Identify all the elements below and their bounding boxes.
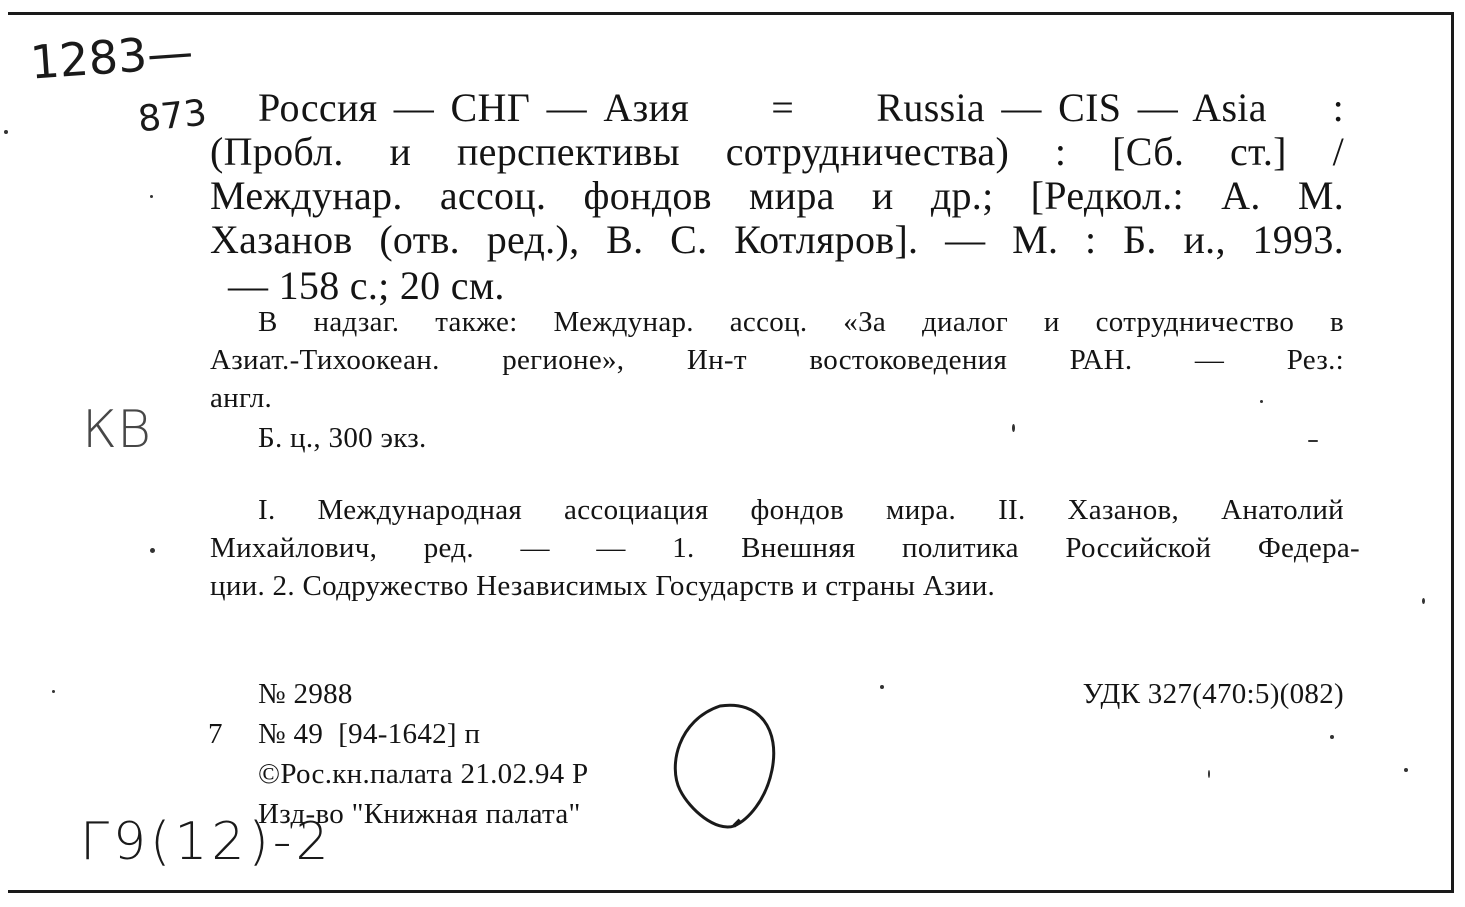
entry-line-2: (Пробл. и перспективы сотрудничества) : [Сб. ст.] /: [210, 129, 1344, 174]
scan-speck: [1404, 768, 1408, 772]
footer-line-3: ©Рос.кн.палата 21.02.94 Р: [258, 758, 589, 790]
entry-line-5: — 158 с.; 20 см.: [228, 263, 505, 308]
scan-speck: [150, 548, 155, 553]
note-line-3: англ.: [210, 382, 273, 414]
card-border-bottom: [8, 890, 1454, 893]
note-line-2: Азиат.-Тихоокеан. регионе», Ин-т востоковедения РАН. — Рез.:: [210, 344, 1344, 376]
udk-code: УДК 327(470:5)(082): [1082, 678, 1344, 710]
handwritten-top-code: 1283—: [28, 24, 195, 90]
handwritten-side-mark: КВ: [82, 400, 152, 460]
scan-speck: [880, 685, 884, 689]
note-line-1: В надзаг. также: Междунар. ассоц. «За диалог и сотрудничество в: [258, 306, 1344, 338]
tracing-line-3: ции. 2. Содружество Независимых Государств и страны Азии.: [210, 570, 996, 602]
tracing-line-1: I. Международная ассоциация фондов мира. II. Хазанов, Анатолий: [258, 494, 1344, 526]
entry-line-1: Россия — СНГ — Азия = Russia — CIS — Asia :: [258, 85, 1344, 130]
scan-speck: [1422, 598, 1425, 604]
scan-speck: [1330, 735, 1334, 739]
scan-speck: [1012, 424, 1015, 432]
hand-drawn-oval: [660, 700, 790, 840]
entry-line-3: Междунар. ассоц. фондов мира и др.; [Редкол.: А. М.: [210, 173, 1344, 218]
footer-line-4: Изд-во "Книжная палата": [258, 798, 581, 830]
handwritten-top-code-2: 873: [136, 92, 209, 141]
footer-line-2: № 49 [94-1642] п: [258, 718, 481, 750]
record-number: № 2988: [258, 678, 353, 710]
price-line: Б. ц., 300 экз.: [258, 422, 427, 454]
card-border-top: [8, 12, 1454, 15]
tracing-line-2: Михайлович, ред. — — 1. Внешняя политика Российской Федера-: [210, 532, 1360, 564]
scan-speck: [1260, 400, 1263, 403]
scan-speck: [1208, 770, 1210, 778]
entry-line-4: Хазанов (отв. ред.), В. С. Котляров]. — М. : Б. и., 1993.: [210, 217, 1344, 262]
scan-speck: [1308, 440, 1318, 442]
handwritten-bottom-code: Г9(12)-2: [80, 812, 333, 872]
footer-left-digit: 7: [208, 718, 223, 750]
scan-speck: [150, 195, 153, 198]
card-border-right: [1451, 12, 1454, 892]
scan-speck: [4, 130, 8, 134]
scan-speck: [52, 690, 55, 693]
